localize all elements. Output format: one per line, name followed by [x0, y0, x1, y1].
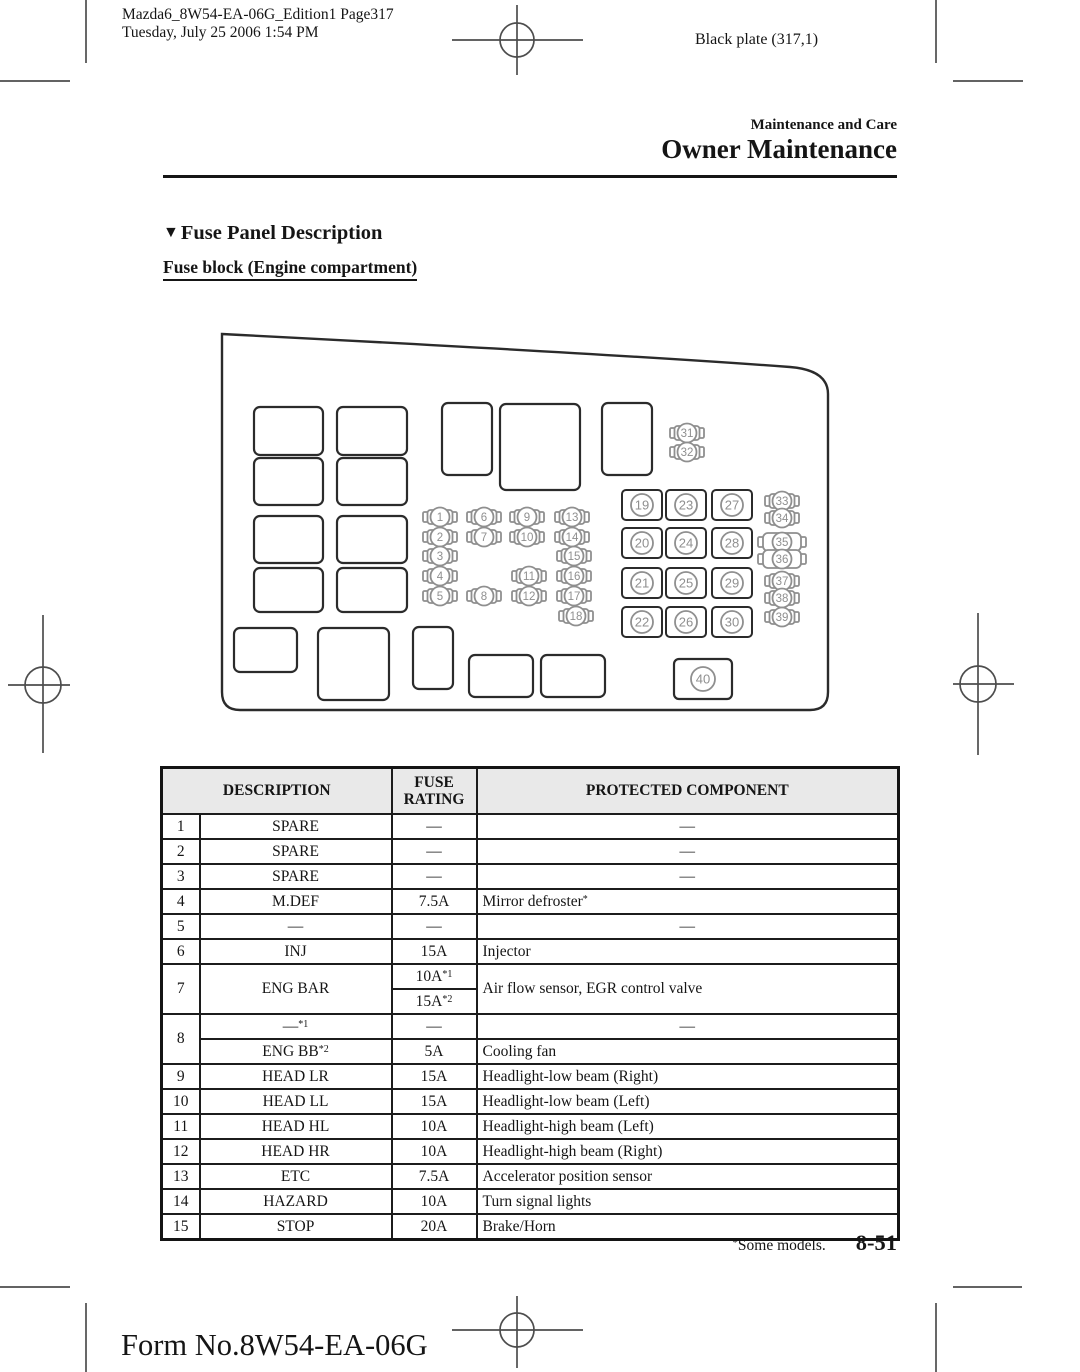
file-info-line1: Mazda6_8W54-EA-06G_Edition1 Page317: [122, 6, 394, 23]
description-cell: —$^{*1}$: [200, 1014, 392, 1039]
svg-text:7: 7: [480, 532, 488, 544]
square-fuse-28: [712, 528, 752, 558]
table-row: [162, 1139, 899, 1164]
table-row: [162, 1114, 899, 1139]
svg-text:24: 24: [678, 535, 694, 551]
svg-text:16: 16: [567, 571, 581, 583]
footnote-text: Some models.: [737, 1237, 826, 1254]
square-fuse-30: [712, 607, 752, 637]
rating-cell: —: [392, 864, 477, 889]
mini-fuse-17: [557, 587, 591, 606]
table-row: [162, 1039, 899, 1064]
square-fuse-25: [666, 568, 706, 598]
main-fuse-40: [674, 659, 732, 699]
connector-box: [500, 404, 580, 490]
connector-box: [318, 628, 389, 700]
svg-text:15: 15: [567, 551, 581, 563]
rating-cell: 15A: [392, 1089, 477, 1114]
fuse-number-cell: 3: [162, 864, 200, 889]
mini-fuse-9: [510, 508, 544, 527]
table-row: [162, 839, 899, 864]
svg-text:11: 11: [523, 571, 535, 583]
table-row: [162, 1189, 899, 1214]
title-rule: [163, 175, 897, 178]
page-footer: [732, 1230, 897, 1256]
mini-fuse-6: [467, 508, 501, 527]
description-cell: HAZARD: [200, 1189, 392, 1214]
svg-text:6: 6: [480, 512, 488, 524]
svg-text:3: 3: [436, 551, 444, 563]
description-cell: INJ: [200, 939, 392, 964]
mini-fuse-38: [765, 589, 799, 608]
description-cell: ENG BAR: [200, 964, 392, 1014]
svg-text:27: 27: [724, 497, 740, 513]
square-fuse-21: [622, 568, 662, 598]
svg-text:21: 21: [634, 575, 650, 591]
col-header-description: DESCRIPTION: [162, 768, 392, 815]
rating-cell: $15A^{*2}$: [392, 989, 477, 1014]
svg-text:38: 38: [775, 593, 789, 605]
rating-cell: —: [392, 814, 477, 839]
rating-cell: 10A: [392, 1139, 477, 1164]
fuse-number-cell: 4: [162, 889, 200, 914]
description-cell: HEAD LL: [200, 1089, 392, 1114]
fuse-number-cell: 2: [162, 839, 200, 864]
registration-mark-bottom: [452, 1296, 583, 1368]
fuse-number-cell: 7: [162, 964, 200, 1014]
fuse-number-cell: 1: [162, 814, 200, 839]
table-row: [162, 1089, 899, 1114]
relay-box: [254, 516, 323, 563]
table-row: [162, 1064, 899, 1089]
component-cell: Mirror defroster*: [477, 889, 899, 914]
connector-box: [541, 655, 605, 697]
svg-text:23: 23: [678, 497, 694, 513]
svg-text:32: 32: [680, 447, 694, 459]
table-row: [162, 864, 899, 889]
component-cell: Brake/Horn: [477, 1214, 899, 1240]
table-row: [162, 814, 899, 839]
svg-text:29: 29: [724, 575, 740, 591]
mini-fuse-5: [423, 587, 457, 606]
relay-box: [254, 458, 323, 505]
connector-box: [413, 627, 453, 689]
component-cell: —: [477, 1014, 899, 1039]
fuse-number-cell: 12: [162, 1139, 200, 1164]
fuse-number-cell: 10: [162, 1089, 200, 1114]
svg-text:30: 30: [724, 614, 740, 630]
relay-box: [337, 516, 407, 563]
square-fuse-27: [712, 490, 752, 520]
square-fuse-24: [666, 528, 706, 558]
footnote: [732, 1237, 825, 1255]
relay-box: [254, 568, 323, 612]
component-cell: Headlight-low beam (Left): [477, 1089, 899, 1114]
description-cell: ENG BB$^{*2}$: [200, 1039, 392, 1064]
svg-text:19: 19: [634, 497, 650, 513]
component-cell: Accelerator position sensor: [477, 1164, 899, 1189]
registration-mark-right: [953, 613, 1014, 755]
rating-cell: 15A: [392, 939, 477, 964]
rating-cell: 10A: [392, 1114, 477, 1139]
rating-cell: 7.5A: [392, 889, 477, 914]
relay-box: [254, 407, 323, 455]
table-row: [162, 964, 899, 989]
fuse-box-diagram: [198, 322, 848, 722]
svg-text:26: 26: [678, 614, 694, 630]
svg-text:35: 35: [775, 537, 789, 549]
component-cell: Cooling fan: [477, 1039, 899, 1064]
rating-cell: $10A^{*1}$: [392, 964, 477, 989]
square-fuse-23: [666, 490, 706, 520]
chapter-section-label: Maintenance and Care: [750, 117, 897, 133]
file-info-line2: Tuesday, July 25 2006 1:54 PM: [122, 24, 319, 41]
fuse-number-cell: 15: [162, 1214, 200, 1240]
rating-cell: —: [392, 1014, 477, 1039]
description-cell: ETC: [200, 1164, 392, 1189]
subsection-heading: Fuse block (Engine compartment): [163, 257, 417, 281]
connector-box: [442, 403, 492, 475]
section-heading: [163, 222, 382, 245]
mini-fuse-10: [510, 528, 544, 547]
svg-text:31: 31: [680, 428, 694, 440]
svg-text:33: 33: [775, 496, 789, 508]
mini-fuse-15: [557, 547, 591, 566]
component-cell: —: [477, 864, 899, 889]
square-fuse-22: [622, 607, 662, 637]
component-cell: Headlight-high beam (Left): [477, 1114, 899, 1139]
table-row: [162, 889, 899, 914]
description-cell: SPARE: [200, 814, 392, 839]
component-cell: Headlight-high beam (Right): [477, 1139, 899, 1164]
relay-box: [337, 458, 407, 505]
description-cell: —: [200, 914, 392, 939]
chapter-header: [661, 117, 897, 164]
superscript-marker: *: [582, 893, 588, 905]
table-row: [162, 1164, 899, 1189]
superscript-marker: *1: [442, 968, 453, 980]
description-cell: SPARE: [200, 864, 392, 889]
superscript-marker: *1: [298, 1018, 309, 1030]
mini-fuse-34: [765, 509, 799, 528]
description-cell: HEAD LR: [200, 1064, 392, 1089]
mini-fuse-2: [423, 528, 457, 547]
col-header-protected-component: PROTECTED COMPONENT: [477, 768, 899, 815]
mini-fuse-31: [670, 424, 704, 443]
mini-fuse-18: [559, 607, 593, 626]
superscript-marker: *2: [318, 1043, 329, 1055]
svg-text:22: 22: [634, 614, 650, 630]
svg-text:14: 14: [565, 532, 579, 544]
table-row: [162, 1014, 899, 1039]
relay-box: [337, 407, 407, 455]
description-cell: HEAD HR: [200, 1139, 392, 1164]
component-cell: Headlight-low beam (Right): [477, 1064, 899, 1089]
mini-fuse-8: [467, 587, 501, 606]
page-number: 8-51: [855, 1230, 897, 1255]
svg-text:8: 8: [480, 591, 488, 603]
svg-text:18: 18: [569, 611, 583, 623]
fuse-number-cell: 5: [162, 914, 200, 939]
svg-text:12: 12: [522, 591, 536, 603]
connector-box: [234, 628, 297, 672]
medium-fuse-36: [758, 550, 806, 569]
table-row: [162, 939, 899, 964]
fuse-number-cell: 9: [162, 1064, 200, 1089]
fuse-number-cell: 6: [162, 939, 200, 964]
svg-text:40: 40: [695, 671, 711, 687]
mini-fuse-16: [557, 567, 591, 586]
page-title: Owner Maintenance: [661, 134, 897, 164]
mini-fuse-7: [467, 528, 501, 547]
svg-text:34: 34: [775, 513, 789, 525]
rating-cell: —: [392, 839, 477, 864]
mini-fuse-32: [670, 443, 704, 462]
square-fuse-20: [622, 528, 662, 558]
triangle-bullet-icon: ▼: [163, 224, 179, 241]
rating-cell: 20A: [392, 1214, 477, 1240]
fuse-number-cell: 14: [162, 1189, 200, 1214]
description-cell: M.DEF: [200, 889, 392, 914]
svg-text:20: 20: [634, 535, 650, 551]
fuse-number-cell: 8: [162, 1014, 200, 1064]
registration-mark-left: [8, 615, 70, 753]
fuse-number-cell: 13: [162, 1164, 200, 1189]
mini-fuse-4: [423, 567, 457, 586]
mini-fuse-3: [423, 547, 457, 566]
section-heading-text: Fuse Panel Description: [180, 222, 383, 244]
fuse-number-cell: 11: [162, 1114, 200, 1139]
component-cell: —: [477, 814, 899, 839]
svg-text:2: 2: [436, 532, 444, 544]
col-header-fuse-rating: FUSE RATING: [392, 768, 477, 815]
print-file-info: [122, 6, 394, 42]
description-cell: STOP: [200, 1214, 392, 1240]
component-cell: Air flow sensor, EGR control valve: [477, 964, 899, 1014]
component-cell: —: [477, 839, 899, 864]
component-cell: —: [477, 914, 899, 939]
component-cell: Turn signal lights: [477, 1189, 899, 1214]
connector-box: [602, 403, 652, 475]
svg-text:28: 28: [724, 535, 740, 551]
square-fuse-29: [712, 568, 752, 598]
svg-text:39: 39: [775, 612, 789, 624]
mini-fuse-39: [765, 608, 799, 627]
table-row: [162, 914, 899, 939]
component-cell: Injector: [477, 939, 899, 964]
registration-mark-top: [452, 5, 583, 75]
mini-fuse-1: [423, 508, 457, 527]
mini-fuse-13: [555, 508, 589, 527]
svg-text:17: 17: [567, 591, 581, 603]
form-number: Form No.8W54-EA-06G: [121, 1328, 428, 1362]
svg-text:36: 36: [775, 554, 789, 566]
svg-text:13: 13: [565, 512, 579, 524]
description-cell: SPARE: [200, 839, 392, 864]
rating-cell: 10A: [392, 1189, 477, 1214]
svg-text:25: 25: [678, 575, 694, 591]
svg-text:37: 37: [775, 576, 789, 588]
plate-label: Black plate (317,1): [695, 31, 819, 48]
rating-cell: 15A: [392, 1064, 477, 1089]
table-header-row: [162, 768, 899, 815]
fuse-table: [160, 766, 900, 1241]
connector-box: [469, 655, 533, 697]
svg-text:10: 10: [520, 532, 534, 544]
svg-text:5: 5: [436, 591, 444, 603]
svg-text:4: 4: [436, 571, 444, 583]
relay-box: [337, 568, 407, 612]
square-fuse-26: [666, 607, 706, 637]
rating-cell: 7.5A: [392, 1164, 477, 1189]
rating-cell: 5A: [392, 1039, 477, 1064]
svg-text:9: 9: [523, 512, 531, 524]
mini-fuse-11: [512, 567, 546, 586]
square-fuse-19: [622, 490, 662, 520]
footnote-marker: *: [732, 1237, 738, 1249]
superscript-marker: *2: [442, 993, 453, 1005]
mini-fuse-12: [512, 587, 546, 606]
description-cell: HEAD HL: [200, 1114, 392, 1139]
mini-fuse-14: [555, 528, 589, 547]
rating-cell: —: [392, 914, 477, 939]
svg-text:1: 1: [436, 512, 444, 524]
